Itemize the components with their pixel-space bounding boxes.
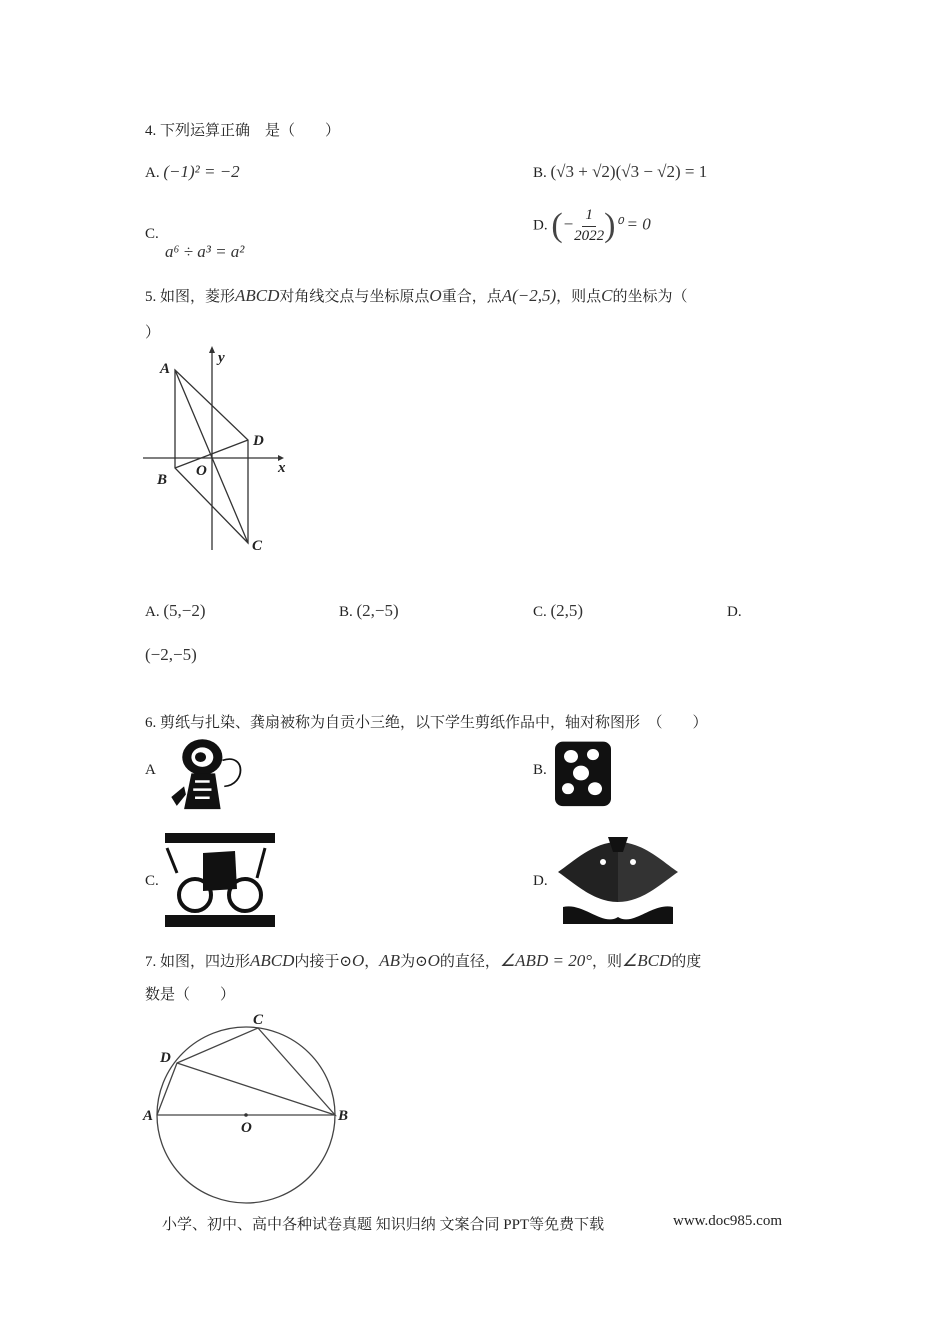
math: A(−2,5) bbox=[501, 286, 557, 305]
q6-option-a-label: A bbox=[145, 762, 156, 778]
q5-option-b bbox=[339, 601, 399, 621]
option-label: D. bbox=[533, 217, 548, 234]
option-label: B. bbox=[533, 165, 547, 181]
q6-stem: 6. 剪纸与扎染、龚扇被称为自贡小三绝，以下学生剪纸作品中，轴对称图形 （ ） bbox=[145, 715, 708, 731]
q6-option-c-label: C. bbox=[145, 873, 159, 889]
footer-text: 小学、初中、高中各种试卷真题 知识归纳 文案合同 PPT等免费下载 bbox=[162, 1217, 605, 1233]
papercut-monkey-image bbox=[164, 736, 248, 814]
math: O bbox=[429, 286, 442, 305]
label-o: O bbox=[196, 463, 207, 479]
math: AB bbox=[379, 951, 401, 970]
option-label: A. bbox=[145, 165, 160, 181]
close-paren: ) bbox=[604, 207, 616, 244]
option-expr: (−1)² = −2 bbox=[163, 162, 240, 181]
q5-option-d-expr: (−2,−5) bbox=[145, 645, 197, 664]
q4-option-a bbox=[145, 162, 240, 182]
q6-option-b-label: B. bbox=[533, 762, 547, 778]
label-b: B bbox=[157, 472, 168, 488]
math: ABCD bbox=[250, 951, 295, 970]
label-d: D bbox=[253, 433, 264, 449]
text: 为⊙ bbox=[400, 954, 428, 970]
papercut-fish-image bbox=[553, 832, 683, 928]
label-a: A bbox=[143, 1108, 154, 1124]
q5-option-d-label: D. bbox=[727, 604, 742, 620]
math: C bbox=[601, 286, 613, 305]
q4-option-b bbox=[533, 162, 707, 182]
text: 内接于⊙ bbox=[294, 954, 352, 970]
text: 5. 如图，菱形 bbox=[145, 289, 236, 305]
q5-stem bbox=[145, 285, 688, 306]
label-d: D bbox=[160, 1050, 171, 1066]
label-a: A bbox=[160, 361, 171, 377]
option-expr: (5,−2) bbox=[163, 601, 206, 620]
minus-sign: − bbox=[562, 214, 575, 234]
text: ，则点 bbox=[556, 289, 602, 305]
option-expr: (2,−5) bbox=[356, 601, 399, 620]
q6-option-d-label: D. bbox=[533, 873, 548, 889]
center-point bbox=[244, 1113, 248, 1117]
q5-option-c bbox=[533, 601, 583, 621]
quadrilateral-abcd bbox=[157, 1028, 335, 1115]
math: ∠ABD = 20° bbox=[499, 951, 592, 970]
circle-figure bbox=[0, 1010, 360, 1210]
text: 重合，点 bbox=[441, 289, 502, 305]
text: 对角线交点与坐标原点 bbox=[279, 289, 430, 305]
q4-option-d bbox=[533, 206, 651, 246]
q4-stem: 4. 下列运算正确 是（ ） bbox=[145, 123, 341, 139]
q5-option-a bbox=[145, 601, 206, 621]
text: 7. 如图，四边形 bbox=[145, 954, 251, 970]
rhombus-figure bbox=[0, 340, 320, 560]
label-b: B bbox=[338, 1108, 349, 1124]
text: 的直径， bbox=[439, 954, 500, 970]
q4-option-c-label: C. bbox=[145, 226, 159, 242]
footer-url[interactable]: www.doc985.com bbox=[673, 1213, 783, 1229]
math: ABCD bbox=[235, 286, 280, 305]
option-expr: (2,5) bbox=[550, 601, 584, 620]
text: ， bbox=[364, 954, 380, 970]
denominator: 2022 bbox=[574, 227, 605, 244]
label-c: C bbox=[253, 1012, 264, 1028]
text: ，则 bbox=[592, 954, 623, 970]
option-label: B. bbox=[339, 604, 353, 620]
label-x: x bbox=[278, 460, 286, 476]
math: ∠BCD bbox=[622, 951, 672, 970]
q5-stem-end: ） bbox=[145, 325, 161, 341]
papercut-cyclists-image bbox=[165, 833, 275, 927]
option-expr-tail: ⁰ = 0 bbox=[615, 214, 651, 234]
label-c: C bbox=[252, 538, 263, 554]
open-paren: ( bbox=[551, 207, 563, 244]
option-label: A. bbox=[145, 604, 160, 620]
label-y: y bbox=[218, 350, 225, 366]
text: 的坐标为（ bbox=[612, 289, 688, 305]
numerator: 1 bbox=[582, 206, 596, 227]
option-label: C. bbox=[533, 604, 547, 620]
text: 的度 bbox=[671, 954, 702, 970]
math: O bbox=[427, 951, 440, 970]
papercut-flowers-image bbox=[553, 738, 613, 808]
fraction bbox=[574, 206, 604, 246]
q7-stem-end: 数是（ ） bbox=[145, 987, 236, 1003]
label-o: O bbox=[241, 1120, 252, 1136]
option-expr: (√3 + √2)(√3 − √2) = 1 bbox=[550, 162, 708, 181]
math: O bbox=[351, 951, 365, 970]
q4-option-c-expr: a⁶ ÷ a³ = a² bbox=[165, 242, 245, 261]
q7-stem bbox=[145, 950, 701, 971]
